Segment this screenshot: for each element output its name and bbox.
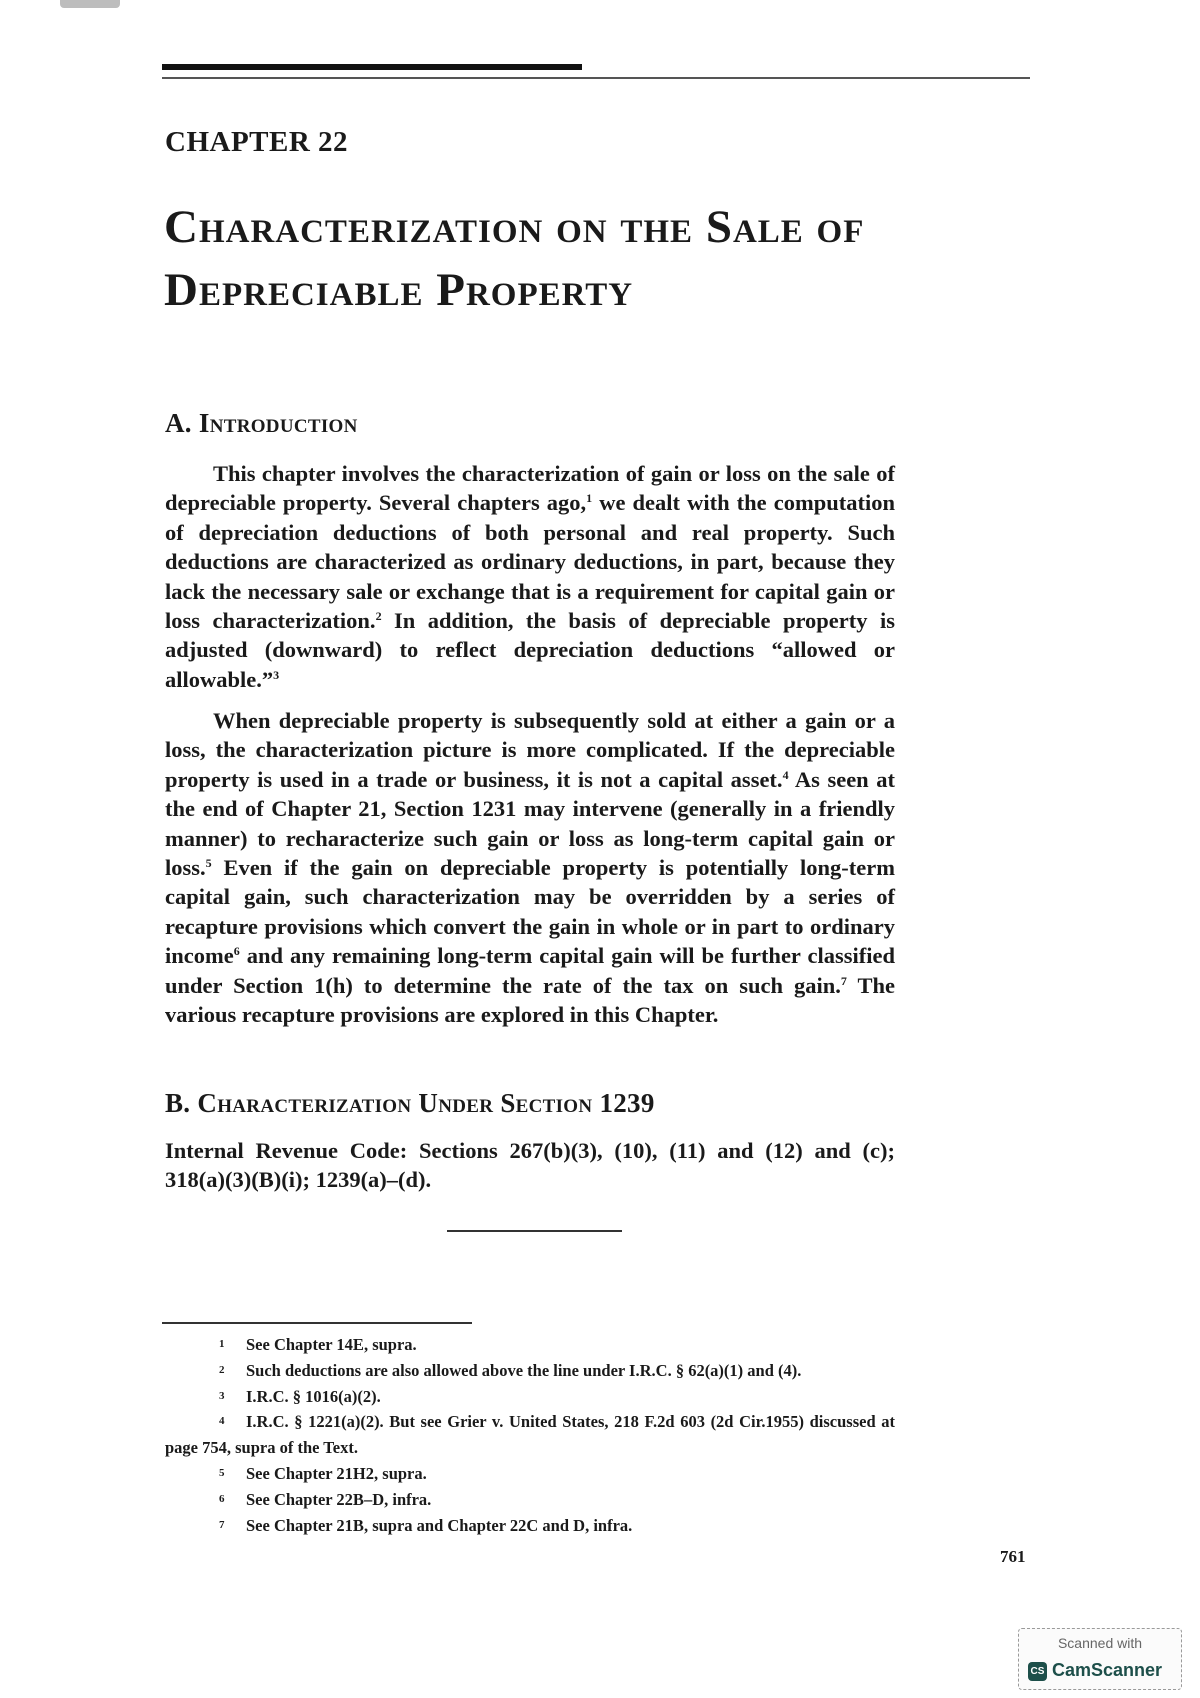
chapter-title: Characterization on the Sale of Depreciable Property <box>164 201 865 316</box>
intro-paragraph-2: When depreciable property is subsequently sold at either a gain or a loss, the characterization picture is more complicated. If the depreciable property is used in a trade or business, it is not a capital asset.$^4$ As seen at the end of Chapter 21, Section 1231 may intervene (generally in a friendly manner) to recharacterize such gain or loss as long-term capital gain or loss.$^5$ Even if the gain on depreciable property is potentially long-term capital gain, such characterization may be overridden by a series of recapture provisions which convert the gain in whole or in part to ordinary income$^6$ and any remaining long-term capital gain will be further classified under Section 1(h) to determine the rate of the tax on such gain.$^7$ The various recapture provisions are explored in this Chapter. <box>165 708 896 1028</box>
footnote-2: 2 Such deductions are also allowed above the line under I.R.C. § 62(a)(1) and (4). <box>165 1358 895 1384</box>
footnote-ref-4[interactable]: 4 <box>782 767 789 782</box>
section-divider <box>447 1230 622 1232</box>
scan-edge-mark <box>60 0 120 8</box>
header-rule-thick <box>162 64 582 70</box>
camscanner-logo-icon: CS <box>1028 1662 1047 1681</box>
footnote-1: 1 See Chapter 14E, supra. <box>165 1332 895 1358</box>
footnote-ref-3[interactable]: 3 <box>273 667 280 682</box>
header-rule-thin <box>162 77 1030 79</box>
footnote-number: 3 <box>219 1389 225 1402</box>
section-a-heading: A. Introduction <box>165 408 358 438</box>
chapter-label: CHAPTER 22 <box>165 126 349 158</box>
footnote-number: 1 <box>219 1338 225 1350</box>
section-b-heading: B. Characterization Under Section 1239 <box>165 1088 655 1118</box>
footnote-ref-7[interactable]: 7 <box>840 973 847 988</box>
footnote-6: 6 See Chapter 22B–D, infra. <box>165 1487 895 1513</box>
footnote-ref-2[interactable]: 2 <box>375 609 382 624</box>
footnote-number: 5 <box>219 1466 225 1479</box>
footnote-number: 2 <box>219 1363 225 1376</box>
irc-reference: Internal Revenue Code: Sections 267(b)(3), (10), (11) and (12) and (c); 318(a)(3)(B)(i); 1239(a)–(d). <box>165 1138 895 1193</box>
footnote-ref-6[interactable]: 6 <box>233 944 240 959</box>
footnote-number: 6 <box>219 1492 225 1505</box>
footnote-4: 4 I.R.C. § 1221(a)(2). But see Grier v. United States, 218 F.2d 603 (2d Cir.1955) discussed at page 754, supra of the Text. <box>165 1409 895 1461</box>
footnote-number: 4 <box>219 1415 225 1428</box>
watermark-caption: Scanned with <box>1057 1635 1143 1651</box>
footnote-number: 7 <box>219 1518 225 1531</box>
watermark-brand: CamScanner <box>1052 1660 1163 1680</box>
footnote-7: 7 See Chapter 21B, supra and Chapter 22C and D, infra. <box>165 1513 895 1539</box>
footnote-ref-1[interactable]: 1 <box>586 491 593 506</box>
page-number: 761 <box>1000 1547 1026 1566</box>
camscanner-watermark <box>1018 1628 1182 1690</box>
footnotes <box>165 1332 895 1538</box>
footnote-5: 5 See Chapter 21H2, supra. <box>165 1461 895 1487</box>
intro-paragraph-1: This chapter involves the characterization of gain or loss on the sale of depreciable property. Several chapters ago,$^1$ we dealt with the computation of depreciation deductions of both personal and real property. Such deductions are characterized as ordinary deductions, in part, because they lack the necessary sale or exchange that is a requirement for capital gain or loss characterization.$^2$ In addition, the basis of depreciable property is adjusted (downward) to reflect depreciation deductions “allowed or allowable.”$^3$ <box>165 461 896 692</box>
footnote-3: 3 I.R.C. § 1016(a)(2). <box>165 1384 895 1410</box>
footnote-ref-5[interactable]: 5 <box>205 856 212 871</box>
footnote-rule <box>162 1322 472 1324</box>
